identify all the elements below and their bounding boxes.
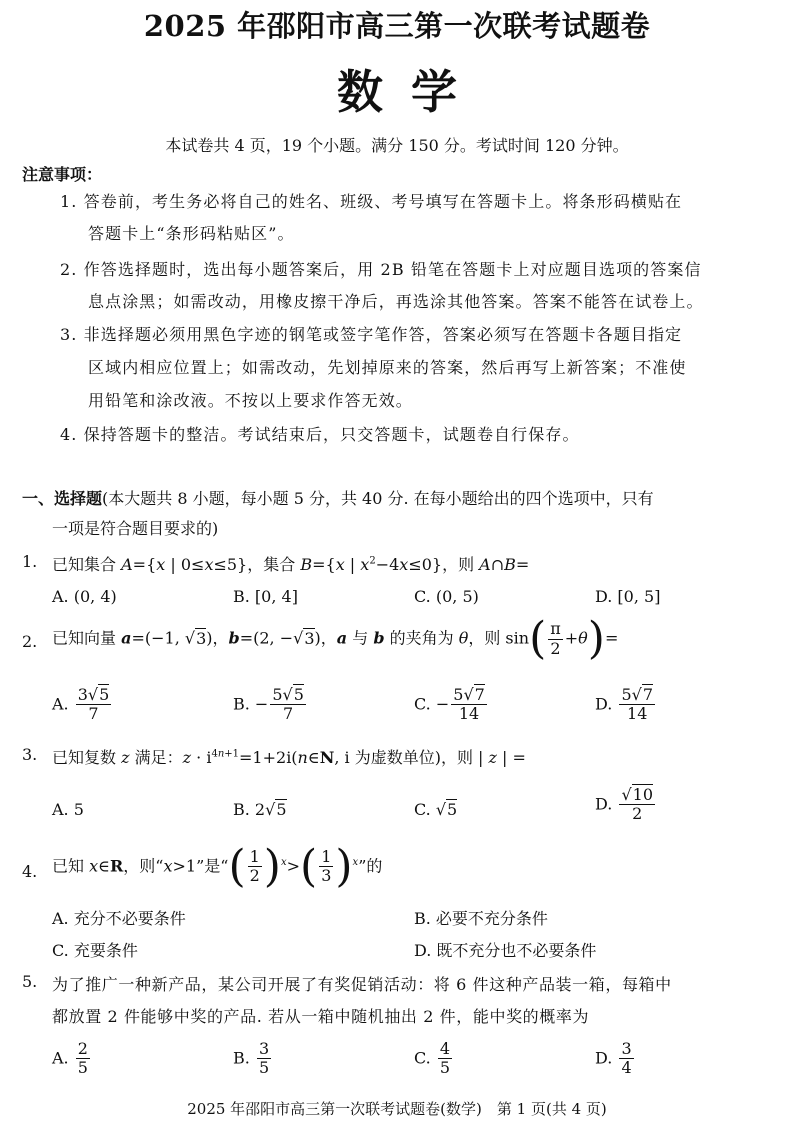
notice-item-3-cont2: 用铅笔和涂改液。不按以上要求作答无效。: [88, 391, 413, 410]
q3-option-c: C. √5: [414, 800, 458, 819]
notice-item-3-cont: 区域内相应位置上；如需改动，先划掉原来的答案，然后再写上新答案；不准使: [88, 358, 687, 377]
question-4-stem: 已知 x∈R，则“x>1”是“( $\frac{1}{2}$ )$^x$>( $\frac{1}{3}$ )$^x$”的: [52, 840, 383, 892]
notice-item-2: [60, 257, 702, 280]
q4-option-a: A. 充分不必要条件: [52, 909, 186, 928]
question-5-stem-cont: 都放置 2 件能够中奖的产品. 若从一箱中随机抽出 2 件，能中奖的概率为: [52, 1007, 590, 1026]
question-number: 1.: [22, 552, 38, 571]
q3-option-d: D. $\frac{√10}{2}$: [595, 785, 653, 824]
q2-option-c: C. − $\frac{5√7}{14}$: [414, 685, 485, 724]
notice-num: 1.: [60, 192, 78, 211]
q5-option-d: D. $\frac{3}{4}$: [595, 1039, 632, 1078]
notice-item-4: [60, 422, 580, 445]
notice-text: 答卷前，考生务必将自己的姓名、班级、考号填写在答题卡上。将条形码横贴在: [83, 192, 683, 211]
fraction: $\frac{5√5}{7}$: [272, 685, 304, 724]
subject-title: 数学: [337, 65, 485, 119]
notice-label: 注意事项：: [22, 165, 103, 184]
notice-text: 保持答题卡的整洁。考试结束后，只交答题卡，试题卷自行保存。: [83, 425, 580, 444]
q3-option-b: B. 2√5: [233, 800, 287, 819]
q4-option-c: C. 充要条件: [52, 941, 138, 960]
question-5-stem: 为了推广一种新产品，某公司开展了有奖促销活动：将 6 件这种产品装一箱，每箱中: [52, 975, 672, 994]
question-2-stem: 已知向量 a=(−1, √3)，b=(2, −√3)，a 与 b 的夹角为 θ，则 sin( $\frac{\pi}{2}$ +θ)=: [52, 613, 619, 664]
fraction: $\frac{3}{5}$: [258, 1039, 270, 1078]
exam-title: 2025 年邵阳市高三第一次联考试题卷: [143, 9, 651, 43]
question-1-stem: 已知集合 A={x | 0≤x≤5}，集合 B={x | $x^2-4x\le 0$}，则 A∩B=: [52, 555, 530, 574]
notice-num: 3.: [60, 325, 78, 344]
fraction: $\frac{5√7}{14}$: [453, 685, 485, 724]
q5-option-c: C. $\frac{4}{5}$: [414, 1039, 451, 1078]
q3-option-a: A. 5: [52, 800, 84, 819]
q1-option-b: B. [0, 4]: [233, 587, 298, 606]
q2-option-b: B. − $\frac{5√5}{7}$: [233, 685, 304, 724]
question-3-stem: 已知复数 z 满足：$z \cdot i^{4n+1}=1+2i(n\in N$, i 为虚数单位)，则 | z | =: [52, 748, 526, 767]
q5-option-b: B. $\frac{3}{5}$: [233, 1039, 270, 1078]
section-desc-cont: 一项是符合题目要求的): [52, 519, 219, 538]
section-desc: (本大题共 8 小题，每小题 5 分，共 40 分. 在每小题给出的四个选项中，只有: [102, 489, 654, 508]
notice-text: 非选择题必须用黑色字迹的钢笔或签字笔作答，答案必须写在答题卡各题目指定: [83, 325, 683, 344]
q1-option-a: A. (0, 4): [52, 587, 117, 606]
fraction: $\frac{3√5}{7}$: [77, 685, 110, 724]
section-heading: [22, 486, 654, 509]
question-number: 5.: [22, 972, 38, 991]
question-number: 3.: [22, 745, 38, 764]
q1-option-c: C. (0, 5): [414, 587, 479, 606]
exam-intro: 本试卷共 4 页，19 个小题。满分 150 分。考试时间 120 分钟。: [165, 136, 629, 155]
notice-item-1: [60, 189, 682, 212]
question-number: 4.: [22, 862, 38, 881]
notice-item-3: [60, 322, 682, 345]
notice-num: 2.: [60, 260, 78, 279]
q1-option-d: D. [0, 5]: [595, 587, 661, 606]
notice-item-1-cont: 答题卡上“条形码粘贴区”。: [88, 224, 295, 243]
fraction: $\frac{5√7}{14}$: [621, 685, 653, 724]
page-footer: 2025 年邵阳市高三第一次联考试题卷(数学) 第 1 页(共 4 页): [187, 1100, 607, 1118]
question-number: 2.: [22, 632, 38, 651]
notice-num: 4.: [60, 425, 78, 444]
q5-option-a: A. $\frac{2}{5}$: [52, 1039, 88, 1078]
fraction: $\frac{2}{5}$: [77, 1039, 88, 1078]
fraction: $\frac{√10}{2}$: [621, 785, 653, 824]
fraction: $\frac{3}{4}$: [621, 1039, 632, 1078]
q4-option-d: D. 既不充分也不必要条件: [414, 941, 597, 960]
q2-option-d: D. $\frac{5√7}{14}$: [595, 685, 653, 724]
notice-item-2-cont: 息点涂黑；如需改动，用橡皮擦干净后，再选涂其他答案。答案不能答在试卷上。: [88, 292, 704, 311]
q2-option-a: A. $\frac{3√5}{7}$: [52, 685, 110, 724]
fraction: $\frac{4}{5}$: [439, 1039, 451, 1078]
notice-text: 作答选择题时，选出每小题答案后，用 2B 铅笔在答题卡上对应题目选项的答案信: [83, 260, 702, 279]
section-title: 一、选择题: [22, 489, 103, 508]
q4-option-b: B. 必要不充分条件: [414, 909, 548, 928]
